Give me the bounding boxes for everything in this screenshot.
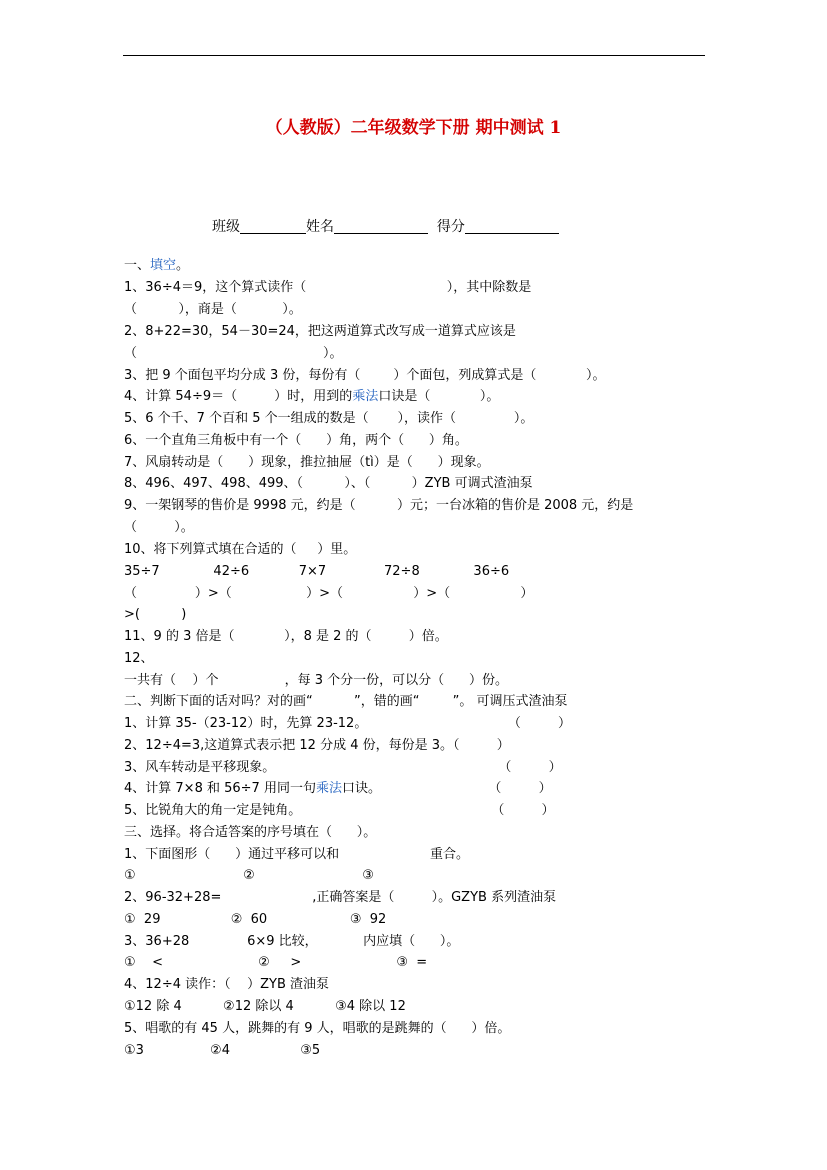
question-line bbox=[124, 629, 448, 645]
question-text: ① ② ③ bbox=[124, 868, 374, 883]
question-line bbox=[124, 999, 406, 1015]
question-line bbox=[124, 368, 606, 384]
question-text: 1、36÷4＝9，这个算式读作（ ），其中除数是 bbox=[124, 280, 532, 295]
question-text: 1、下面图形（ ）通过平移可以和 重合。 bbox=[124, 847, 469, 862]
question-text: 一共有（ ）个 ，每 3 个分一份，可以分（ ）份。 bbox=[124, 673, 508, 688]
question-line bbox=[124, 955, 427, 971]
question-line bbox=[124, 673, 508, 689]
question-line bbox=[124, 694, 567, 710]
question-text: 口诀。 （ ） bbox=[341, 781, 552, 796]
question-line bbox=[124, 476, 533, 492]
student-info-row bbox=[212, 216, 559, 236]
question-line bbox=[124, 455, 490, 471]
question-line bbox=[124, 1043, 320, 1059]
question-line bbox=[124, 868, 374, 884]
question-line bbox=[124, 847, 469, 863]
question-line bbox=[124, 411, 533, 427]
score-blank bbox=[465, 218, 559, 234]
question-line bbox=[124, 258, 189, 274]
question-text: 5、6 个千、7 个百和 5 个一组成的数是（ ），读作（ ）。 bbox=[124, 411, 534, 426]
question-line bbox=[124, 934, 459, 950]
question-line bbox=[124, 302, 302, 318]
question-line bbox=[124, 912, 386, 928]
question-text: 2、12÷4=3,这道算式表示把 12 分成 4 份，每份是 3。（ ） bbox=[124, 738, 510, 753]
question-text: （ ）。 bbox=[124, 346, 343, 361]
question-line bbox=[124, 280, 531, 296]
question-text: 一、 bbox=[124, 258, 151, 273]
question-line bbox=[124, 520, 194, 536]
question-text: 12、 bbox=[124, 651, 154, 666]
question-line bbox=[124, 586, 533, 602]
score-label: 得分 bbox=[436, 219, 465, 235]
question-line bbox=[124, 825, 376, 841]
question-line bbox=[124, 564, 509, 580]
linked-term: 乘法 bbox=[352, 389, 379, 404]
question-text: 8、496、497、498、499、（ ）、（ ）ZYB 可调式渣油泵 bbox=[124, 476, 533, 491]
question-text: （ ），商是（ ）。 bbox=[124, 302, 302, 317]
question-text: （ ）>（ ）>（ ）>（ ） bbox=[124, 586, 534, 601]
question-line bbox=[124, 890, 556, 906]
question-text: 11、9 的 3 倍是（ ），8 是 2 的（ ）倍。 bbox=[124, 629, 448, 644]
question-text: 。 bbox=[176, 258, 190, 273]
question-text: 1、计算 35-（23-12）时，先算 23-12。 （ ） bbox=[124, 716, 572, 731]
question-text: 3、风车转动是平移现象。 （ ） bbox=[124, 760, 562, 775]
question-text: 2、8+22=30，54－30=24，把这两道算式改写成一道算式应该是 bbox=[124, 324, 516, 339]
question-line bbox=[124, 324, 516, 340]
question-line bbox=[124, 498, 633, 514]
name-label: 姓名 bbox=[306, 219, 334, 235]
question-line bbox=[124, 760, 562, 776]
linked-term: 乘法 bbox=[315, 781, 342, 796]
question-text: ①12 除 4 ②12 除以 4 ③4 除以 12 bbox=[124, 999, 406, 1014]
question-text: 6、一个直角三角板中有一个（ ）角，两个（ ）角。 bbox=[124, 433, 468, 448]
question-line bbox=[124, 977, 329, 993]
question-line bbox=[124, 803, 555, 819]
question-text: 7、风扇转动是（ ）现象，推拉抽屉（tì）是（ ）现象。 bbox=[124, 455, 490, 470]
question-text: （ ）。 bbox=[124, 520, 194, 535]
question-line bbox=[124, 542, 356, 558]
question-line bbox=[124, 651, 154, 667]
question-text: 35÷7 42÷6 7×7 72÷8 36÷6 bbox=[124, 564, 510, 579]
name-blank bbox=[334, 218, 428, 234]
page-title: （人教版）二年级数学下册 期中测试 1 bbox=[265, 118, 562, 138]
class-label: 班级 bbox=[212, 219, 240, 235]
question-text: 口诀是（ ）。 bbox=[378, 389, 500, 404]
question-text: ① 29 ② 60 ③ 92 bbox=[124, 912, 387, 927]
question-line bbox=[124, 389, 499, 405]
question-line bbox=[124, 738, 510, 754]
question-line bbox=[124, 781, 552, 797]
question-text: 二、判断下面的话对吗？对的画“ ”，错的画“ ”。 可调压式渣油泵 bbox=[124, 694, 568, 709]
question-text: 10、将下列算式填在合适的（ ）里。 bbox=[124, 542, 357, 557]
question-text: 2、96-32+28= ,正确答案是（ ）。GZYB 系列渣油泵 bbox=[124, 890, 557, 905]
question-line bbox=[124, 346, 342, 362]
question-text: 4、12÷4 读作：（ ）ZYB 渣油泵 bbox=[124, 977, 330, 992]
linked-term: 填空 bbox=[150, 258, 177, 273]
question-text: 4、计算 7×8 和 56÷7 用同一句 bbox=[124, 781, 316, 796]
class-blank bbox=[240, 218, 306, 234]
question-text: 4、计算 54÷9＝（ ）时，用到的 bbox=[124, 389, 353, 404]
question-text: ①3 ②4 ③5 bbox=[124, 1043, 321, 1058]
question-text: 5、唱歌的有 45 人，跳舞的有 9 人，唱歌的是跳舞的（ ）倍。 bbox=[124, 1021, 511, 1036]
question-text: 三、选择。将合适答案的序号填在（ ）。 bbox=[124, 825, 377, 840]
question-text: ① < ② > ③ = bbox=[124, 955, 428, 970]
question-text: >( ) bbox=[124, 607, 187, 622]
question-line bbox=[124, 716, 571, 732]
question-line bbox=[124, 1021, 510, 1037]
question-text: 3、36+28 6×9 比较， 内应填（ ）。 bbox=[124, 934, 460, 949]
question-text: 5、比锐角大的角一定是钝角。 （ ） bbox=[124, 803, 555, 818]
question-text: 9、一架钢琴的售价是 9998 元，约是（ ）元；一台冰箱的售价是 2008 元，约是 bbox=[124, 498, 634, 513]
question-line bbox=[124, 433, 468, 449]
header-rule bbox=[123, 55, 705, 56]
question-line bbox=[124, 607, 186, 623]
question-text: 3、把 9 个面包平均分成 3 份，每份有（ ）个面包，列成算式是（ ）。 bbox=[124, 368, 606, 383]
